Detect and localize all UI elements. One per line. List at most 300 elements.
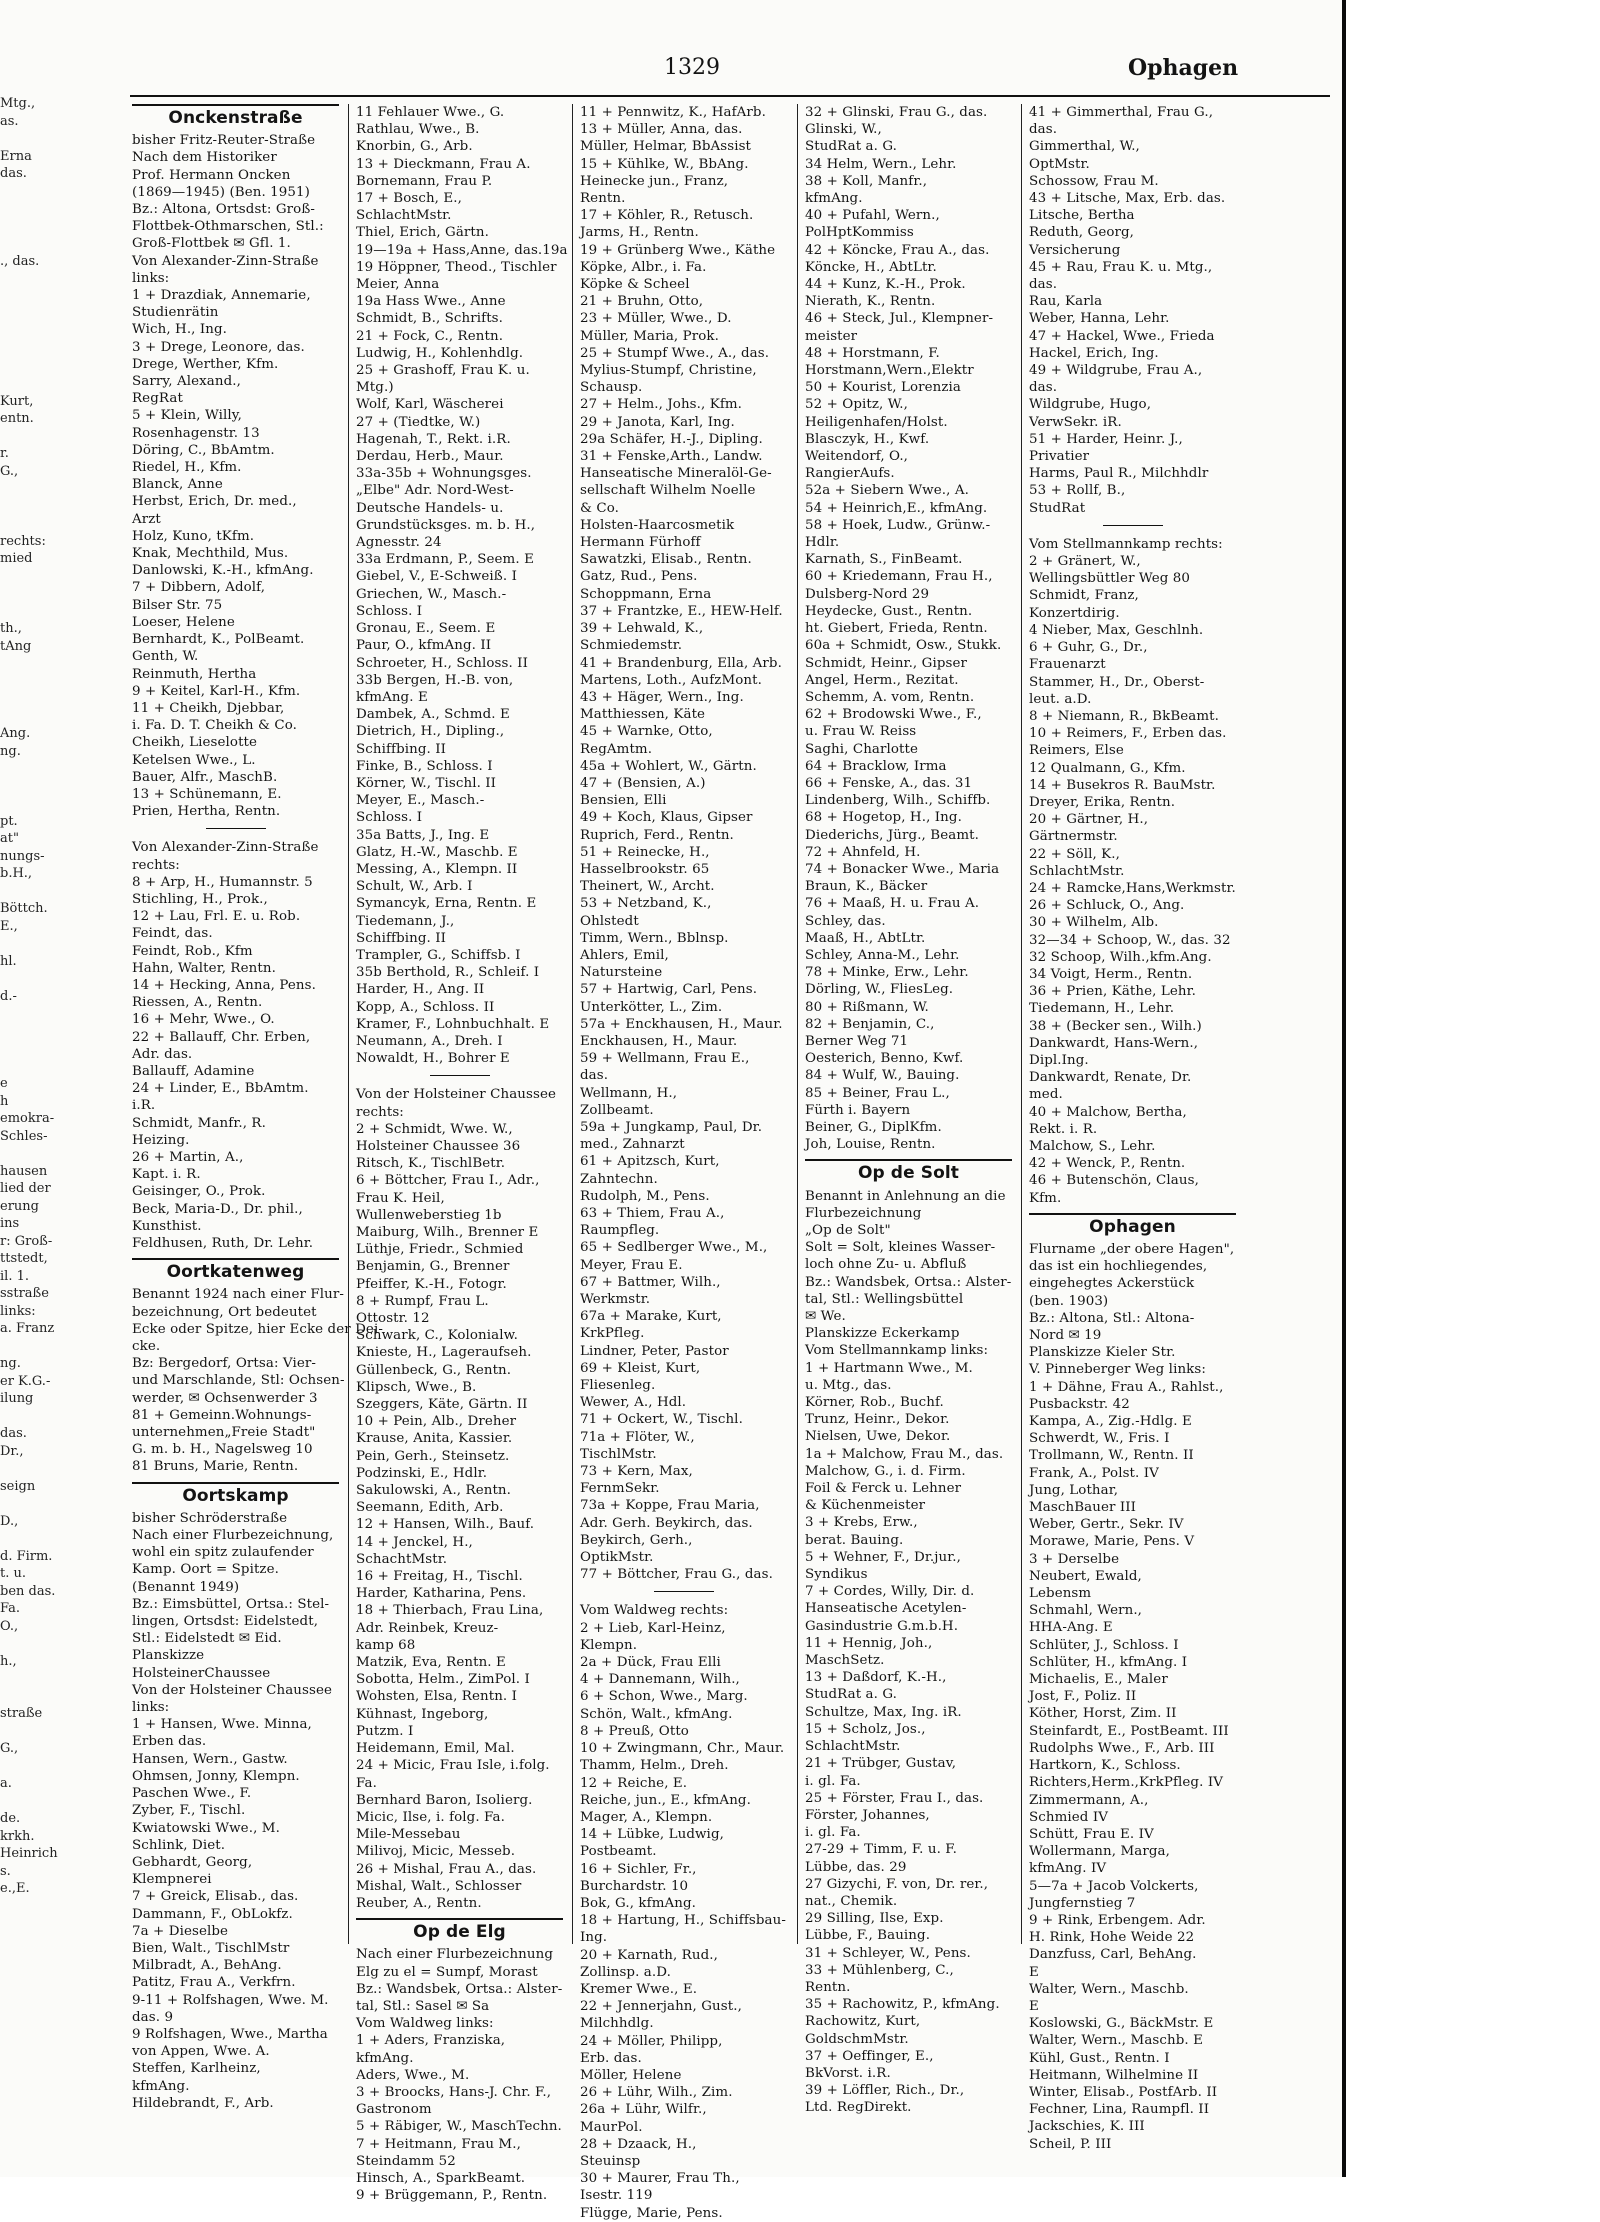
entry-line: 14 + Hecking, Anna, Pens. — [132, 977, 316, 993]
edge-fragment: as. — [0, 113, 19, 129]
entry-line: tal, Stl.: Wellingsbüttel — [805, 1291, 964, 1307]
edge-fragment: G., — [0, 1741, 19, 1756]
entry-line: 26 + Schluck, O., Ang. — [1029, 898, 1185, 914]
entry-line: Prien, Hertha, Rentn. — [132, 804, 281, 820]
entry-line: Jackschies, K. III — [1029, 2119, 1145, 2135]
entry-line: Schmidt, Franz, — [1029, 588, 1139, 604]
entry-line: Bensien, Elli — [580, 793, 667, 809]
entry-line: 48 + Horstmann, F. — [805, 345, 940, 361]
entry-line: Kramer, F., Lohnbuchhalt. E — [356, 1016, 550, 1032]
entry-line: Lebensm — [1029, 1586, 1092, 1602]
entry-line: Joh, Louise, Rentn. — [805, 1137, 936, 1153]
entry-line: 60a + Schmidt, Osw., Stukk. — [805, 638, 1002, 654]
entry-line: 49 + Wildgrube, Frau A., — [1029, 363, 1203, 379]
entry-line: Symancyk, Erna, Rentn. E — [356, 896, 537, 912]
edge-fragment: ben das. — [0, 1583, 56, 1599]
entry-line: Burchardstr. 10 — [580, 1878, 689, 1894]
entry-line: 35b Berthold, R., Schleif. I — [356, 965, 540, 981]
entry-line: Geisinger, O., Prok. — [132, 1184, 266, 1200]
entry-line: 22 + Ballauff, Chr. Erben, — [132, 1029, 311, 1045]
entry-line: 39 + Lehwald, K., — [580, 621, 704, 637]
entry-line: Zollinsp. a.D. — [580, 1964, 671, 1980]
edge-fragment — [0, 130, 80, 148]
entry-line: links: — [132, 1700, 170, 1716]
edge-fragment: Fa. — [0, 1601, 21, 1616]
entry-line: Rekt. i. R. — [1029, 1121, 1098, 1137]
entry-line: 35a Batts, J., Ing. E — [356, 827, 490, 843]
entry-line: MaurPol. — [580, 2119, 643, 2135]
entry-line: Sakulowski, A., Rentn. — [356, 1483, 512, 1499]
edge-fragment — [0, 480, 80, 498]
entry-line: Litsche, Bertha — [1029, 208, 1135, 224]
entry-line: Holsten-Haarcosmetik — [580, 517, 735, 533]
edge-fragment — [0, 690, 80, 708]
entry-line: 67 + Battmer, Wilh., — [580, 1274, 721, 1290]
entry-line: Lindenberg, Wilh., Schiffb. — [805, 793, 991, 809]
entry-line: links: — [132, 270, 170, 286]
entry-line: Schultze, Max, Ing. iR. — [805, 1704, 962, 1720]
entry-line: 43 + Litsche, Max, Erb. das. — [1029, 191, 1226, 207]
entry-line: u. Mtg., das. — [805, 1377, 892, 1393]
entry-line: Genth, W. — [132, 649, 199, 665]
edge-fragment — [0, 585, 80, 603]
entry-line: Schütt, Frau E. IV — [1029, 1826, 1154, 1842]
entry-line: 49 + Koch, Klaus, Gipser — [580, 810, 753, 826]
entry-line: Kwiatowski Wwe., M. — [132, 1820, 280, 1836]
entry-line: Schmidt, Manfr., R. — [132, 1115, 266, 1131]
edge-fragment — [0, 235, 80, 253]
column-1 — [132, 104, 383, 2111]
entry-line: Jung, Lothar, — [1029, 1482, 1119, 1498]
entry-line: 3 + Derselbe — [1029, 1551, 1120, 1567]
entry-line: Malchow, G., i. d. Firm. — [805, 1463, 966, 1479]
entry-line: 74 + Bonacker Wwe., Maria — [805, 861, 1000, 877]
entry-line: Malchow, S., Lehr. — [1029, 1138, 1156, 1154]
entry-line: Ketelsen Wwe., L. — [132, 752, 256, 768]
entry-line: 25 + Grashoff, Frau K. u. — [356, 363, 530, 379]
entry-line: Heinecke jun., Franz, — [580, 173, 729, 189]
entry-line: 5—7a + Jacob Volckerts, — [1029, 1878, 1199, 1894]
entry-line: Wolf, Karl, Wäscherei — [356, 397, 504, 413]
entry-line: 11 Fehlauer Wwe., G. — [356, 105, 505, 120]
edge-fragment: rechts: — [0, 533, 46, 549]
entry-line: 69 + Kleist, Kurt, — [580, 1360, 701, 1376]
entry-line: 47 + (Bensien, A.) — [580, 775, 706, 791]
entry-line: 5 + Klein, Willy, — [132, 408, 243, 424]
entry-line: Planskizze — [132, 1648, 205, 1664]
entry-line: Schossow, Frau M. — [1029, 173, 1159, 189]
entry-line: 17 + Bosch, E., — [356, 191, 462, 207]
entry-line: Reduth, Georg, — [1029, 225, 1135, 241]
entry-line: das. — [580, 1068, 609, 1084]
entry-line: Köpke, Albr., i. Fa. — [580, 259, 707, 275]
edge-fragment: Dr., — [0, 1443, 24, 1459]
entry-line: 1 + Hansen, Wwe. Minna, — [132, 1717, 312, 1733]
entry-line: und Marschlande, Stl: Ochsen- — [132, 1373, 345, 1389]
edge-fragment — [0, 1058, 80, 1076]
entry-line: leut. a.D. — [1029, 691, 1092, 707]
entry-line: 42 + Köncke, Frau A., das. — [805, 242, 990, 258]
entry-line: rechts: — [356, 1104, 404, 1120]
entry-line: Gronau, E., Seem. E — [356, 621, 496, 637]
entry-line: 45 + Warnke, Otto, — [580, 724, 713, 740]
entry-line: werder, ✉ Ochsenwerder 3 — [132, 1390, 318, 1406]
column-rule — [572, 104, 573, 1944]
entry-line: 38 + Koll, Manfr., — [805, 173, 928, 189]
entry-line: Paur, O., kfmAng. II — [356, 638, 492, 654]
entry-line: 11 + Hennig, Joh., — [805, 1635, 933, 1651]
entry-line: eingehegtes Ackerstück — [1029, 1276, 1195, 1292]
entry-line: Patitz, Frau A., Verkfrn. — [132, 1975, 296, 1991]
edge-fragment — [0, 1040, 80, 1058]
entry-line: Flottbek-Othmarschen, Stl.: — [132, 219, 324, 235]
entry-line: 26 + Lühr, Wilh., Zim. — [580, 2085, 733, 2101]
entry-line: „Elbe" Adr. Nord-West- — [356, 483, 514, 499]
edge-fragment — [0, 1023, 80, 1041]
entry-line: Berner Weg 71 — [805, 1033, 909, 1049]
entry-line: (ben. 1903) — [1029, 1293, 1109, 1309]
entry-line: 18 + Hartung, H., Schiffsbau- — [580, 1913, 786, 1929]
entry-line: 13 + Müller, Anna, das. — [580, 122, 743, 138]
edge-fragment: er K.G.- — [0, 1373, 51, 1389]
entry-line: Raumpfleg. — [580, 1223, 660, 1239]
entry-line: VerwSekr. iR. — [1029, 414, 1122, 430]
entry-line: meister — [805, 328, 858, 344]
entry-line: 1 + Hartmann Wwe., M. — [805, 1360, 973, 1376]
entry-line: Beykirch, Gerh., — [580, 1532, 693, 1548]
entry-line: Bz.: Altona, Ortsdst: Groß- — [132, 202, 315, 218]
entry-line: Planskizze Eckerkamp — [805, 1326, 960, 1342]
entry-line: Theinert, W., Archt. — [580, 879, 715, 895]
entry-line: Unterkötter, L., Zim. — [580, 999, 723, 1015]
edge-fragment: d.- — [0, 988, 17, 1004]
edge-fragment — [0, 970, 80, 988]
entry-line: Messing, A., Klempn. II — [356, 861, 518, 877]
entry-line: Körner, W., Tischl. II — [356, 775, 497, 791]
edge-fragment: ng. — [0, 1356, 21, 1371]
edge-fragment: Mtg., — [0, 96, 36, 111]
edge-fragment: entn. — [0, 411, 34, 426]
entry-line: Feindt, Rob., Kfm — [132, 943, 253, 959]
entry-line: 1 + Drazdiak, Annemarie, — [132, 288, 311, 304]
entry-line: 33a Erdmann, P., Seem. E — [356, 552, 534, 568]
entry-line: Feindt, das. — [132, 926, 213, 942]
entry-line: Kühnast, Ingeborg, — [356, 1706, 489, 1722]
entry-line: Lübbe, das. 29 — [805, 1859, 907, 1875]
entry-line: 6 + Guhr, G., Dr., — [1029, 640, 1148, 656]
entry-line: 14 + Busekros R. BauMstr. — [1029, 777, 1216, 793]
street-heading: Op de Solt — [805, 1159, 1012, 1187]
entry-line: kfmAng. — [805, 191, 863, 207]
edge-fragment: hausen — [0, 1163, 48, 1179]
entry-line: Danzfuss, Carl, BehAng. — [1029, 1947, 1197, 1963]
entry-line: 65 + Sedlberger Wwe., M., — [580, 1240, 768, 1256]
entry-line: Schlüter, H., kfmAng. I — [1029, 1654, 1188, 1670]
entry-line: Prof. Hermann Oncken — [132, 167, 291, 183]
running-head: Ophagen — [1128, 55, 1239, 81]
edge-fragment: Erna — [0, 148, 32, 164]
entry-line: loch ohne Zu- u. Abfluß — [805, 1257, 967, 1273]
entry-line: Schön, Walt., kfmAng. — [580, 1706, 733, 1722]
entry-line: Wich, H., Ing. — [132, 322, 228, 338]
entry-line: 82 + Benjamin, C., — [805, 1016, 935, 1032]
edge-fragment — [0, 375, 80, 393]
entry-line: Schmidt, B., Schrifts. — [356, 311, 503, 327]
entry-line: Solt = Solt, kleines Wasser- — [805, 1240, 996, 1256]
entry-line: Gastronom — [356, 2102, 432, 2118]
edge-fragment: Böttch. — [0, 901, 48, 916]
entry-line: 27 + Helm., Johs., Kfm. — [580, 397, 743, 413]
entry-line: Heidemann, Emil, Mal. — [356, 1741, 515, 1757]
entry-line: Hermann Fürhoff — [580, 535, 701, 551]
entry-line: 23 + Müller, Wwe., D. — [580, 311, 732, 327]
entry-line: 25 + Förster, Frau I., das. — [805, 1790, 984, 1806]
entry-line: Meyer, Frau E. — [580, 1257, 683, 1273]
entry-line: 22 + Söll, K., — [1029, 846, 1121, 862]
entry-line: 31 + Schleyer, W., Pens. — [805, 1945, 971, 1961]
edge-fragment: ., das. — [0, 253, 40, 269]
entry-line: „Op de Solt" — [805, 1223, 891, 1238]
entry-line: Meyer, E., Masch.- — [356, 793, 485, 809]
entry-line: 47 + Hackel, Wwe., Frieda — [1029, 328, 1215, 344]
entry-line: 34 Voigt, Herm., Rentn. — [1029, 966, 1193, 982]
entry-line: 68 + Hogetop, H., Ing. — [805, 810, 962, 826]
entry-line: 37 + Frantzke, E., HEW-Helf. — [580, 603, 783, 619]
entry-line: Kamp. Oort = Spitze. — [132, 1562, 279, 1578]
entry-line: Dörling, W., FliesLeg. — [805, 982, 954, 998]
edge-fragment: das. — [0, 1426, 27, 1441]
entry-line: 3 + Broocks, Hans-J. Chr. F., — [356, 2084, 552, 2100]
entry-line: Riedel, H., Kfm. — [132, 460, 242, 476]
entry-line: 10 + Pein, Alb., Dreher — [356, 1414, 517, 1430]
entry-line: Bz.: Eimsbüttel, Ortsa.: Stel- — [132, 1596, 330, 1612]
entry-line: Von der Holsteiner Chaussee — [132, 1682, 332, 1698]
entry-line: 22 + Jennerjahn, Gust., — [580, 1999, 742, 2015]
edge-fragment: a. — [0, 1776, 12, 1791]
entry-line: Saghi, Charlotte — [805, 741, 919, 757]
entry-line: Zahntechn. — [580, 1171, 658, 1187]
entry-line: Heydecke, Gust., Rentn. — [805, 603, 973, 619]
edge-fragment: links: — [0, 1303, 36, 1319]
entry-line: Dammann, F., ObLokfz. — [132, 1906, 293, 1922]
column-4 — [805, 104, 1012, 2116]
entry-line: Blanck, Anne — [132, 477, 223, 493]
edge-fragment — [0, 288, 80, 306]
entry-line: Rathlau, Wwe., B. — [356, 122, 480, 138]
entry-line: 36 + Prien, Käthe, Lehr. — [1029, 984, 1196, 1000]
entry-line: Nach dem Historiker — [132, 150, 277, 166]
edge-fragment: pt. — [0, 813, 18, 829]
entry-line: Hartkorn, K., Schloss. — [1029, 1758, 1181, 1774]
entry-line: Natursteine — [580, 965, 663, 981]
entry-line: 73a + Koppe, Frau Maria, — [580, 1498, 760, 1514]
entry-line: 2 + Lieb, Karl-Heinz, — [580, 1620, 726, 1636]
entry-line: 61 + Apitzsch, Kurt, — [580, 1154, 720, 1170]
entry-line: Ohmsen, Jonny, Klempn. — [132, 1768, 300, 1784]
entry-line: Koslowski, G., BäckMstr. E — [1029, 2016, 1214, 2032]
entry-line: Rachowitz, Kurt, — [805, 2014, 921, 2030]
entry-line: Mylius-Stumpf, Christine, — [580, 363, 757, 379]
entry-line: 78 + Minke, Erw., Lehr. — [805, 965, 969, 981]
entry-line: Dambek, A., Schmd. E — [356, 707, 510, 723]
entry-line: 33a-35b + Wohnungsges. — [356, 466, 532, 482]
entry-line: Bz: Bergedorf, Ortsa: Vier- — [132, 1356, 317, 1372]
edge-fragment: ng. — [0, 743, 21, 759]
edge-fragment: at" — [0, 831, 19, 846]
entry-line: Giebel, V., E-Schweiß. I — [356, 569, 517, 585]
entry-line: bezeichnung, Ort bedeutet — [132, 1304, 317, 1320]
edge-fragment — [0, 270, 80, 288]
entry-line: KrkPfleg. — [580, 1326, 645, 1342]
entry-line: Winter, Elisab., PostfArb. II — [1029, 2084, 1218, 2100]
edge-fragment — [0, 1758, 80, 1776]
entry-line: OptMstr. — [1029, 156, 1090, 172]
entry-line: kfmAng. — [356, 2050, 414, 2066]
entry-line: Knak, Mechthild, Mus. — [132, 546, 289, 562]
entry-line: 76 + Maaß, H. u. Frau A. — [805, 896, 980, 912]
entry-line: Zollbeamt. — [580, 1102, 654, 1118]
entry-line: Ohlstedt — [580, 913, 639, 929]
entry-line: Nord ✉ 19 — [1029, 1328, 1102, 1344]
entry-line: Ing. — [580, 1930, 608, 1946]
entry-line: 45 + Rau, Frau K. u. Mtg., — [1029, 259, 1213, 275]
entry-line: kfmAng. E — [356, 689, 428, 705]
entry-line: 20 + Gärtner, H., — [1029, 812, 1149, 828]
entry-line: Herbst, Erich, Dr. med., — [132, 494, 297, 510]
entry-line: Schlüter, J., Schloss. I — [1029, 1637, 1179, 1653]
edge-fragment — [0, 1338, 80, 1356]
edge-fragment: ttstedt, — [0, 1251, 48, 1266]
entry-line: Fa. — [356, 1775, 377, 1791]
edge-fragment: s. — [0, 1863, 11, 1879]
edge-fragment: Kurt, — [0, 393, 34, 409]
entry-line: 41 + Gimmerthal, Frau G., — [1029, 105, 1214, 120]
entry-line: Werkmstr. — [580, 1292, 651, 1308]
entry-line: 35 + Rachowitz, P., kfmAng. — [805, 1997, 1000, 2013]
entry-line: 29 + Janota, Karl, Ing. — [580, 414, 735, 430]
entry-line: 4 + Dannemann, Wilh., — [580, 1672, 740, 1688]
entry-line: SchlachtMstr. — [1029, 863, 1125, 879]
entry-line: Klipsch, Wwe., B. — [356, 1379, 477, 1395]
entry-line: Diederichs, Jürg., Beamt. — [805, 827, 979, 843]
edge-fragment: das. — [0, 166, 27, 181]
entry-line: 26a + Lühr, Wilfr., — [580, 2102, 707, 2118]
entry-line: Blasczyk, H., Kwf. — [805, 431, 930, 447]
entry-line: Vom Waldweg rechts: — [580, 1603, 729, 1619]
edge-fragment — [0, 603, 80, 621]
entry-line: Güllenbeck, G., Rentn. — [356, 1362, 512, 1378]
entry-line: E — [1029, 1964, 1039, 1980]
entry-line: Timm, Wern., Bblnsp. — [580, 930, 729, 946]
entry-line: Vom Waldweg links: — [356, 2016, 494, 2032]
edge-fragment — [0, 935, 80, 953]
edge-fragment — [0, 1635, 80, 1653]
entry-line: Rau, Karla — [1029, 294, 1103, 310]
edge-fragment: Schles- — [0, 1128, 48, 1144]
entry-line: Nielsen, Uwe, Dekor. — [805, 1429, 951, 1445]
entry-line: Maaß, H., AbtLtr. — [805, 930, 926, 946]
entry-line: Harder, Katharina, Pens. — [356, 1586, 527, 1602]
edge-fragment — [0, 218, 80, 236]
entry-line: kfmAng. — [132, 2078, 190, 2094]
street-heading: Op de Elg — [356, 1918, 563, 1946]
entry-line: unternehmen„Freie Stadt" — [132, 1425, 316, 1441]
entry-line: TischlMstr. — [580, 1446, 657, 1462]
entry-line: tal, Stl.: Sasel ✉ Sa — [356, 1998, 490, 2014]
edge-fragment: e — [0, 1076, 8, 1091]
entry-line: 52 + Opitz, W., — [805, 397, 908, 413]
entry-line: Fürth i. Bayern — [805, 1102, 911, 1118]
entry-line: 14 + Lübke, Ludwig, — [580, 1827, 724, 1843]
entry-line: kamp 68 — [356, 1637, 416, 1653]
entry-line: Isestr. 119 — [580, 2188, 653, 2204]
edge-fragment — [0, 358, 80, 376]
edge-fragment: O., — [0, 1618, 19, 1634]
entry-line: 32 Schoop, Wilh.,kfm.Ang. — [1029, 949, 1212, 965]
entry-line: Finke, B., Schloss. I — [356, 758, 493, 774]
entry-line: 1 + Dähne, Frau A., Rahlst., — [1029, 1379, 1224, 1395]
entry-line: 39 + Löffler, Rich., Dr., — [805, 2083, 965, 2099]
entry-line: Agnesstr. 24 — [356, 535, 442, 551]
entry-line: Derdau, Herb., Maur. — [356, 449, 504, 465]
entry-line: 6 + Schon, Wwe., Marg. — [580, 1689, 748, 1705]
entry-line: Schmidt, Heinr., Gipser — [805, 655, 967, 671]
edge-fragment: erung — [0, 1198, 39, 1214]
edge-fragment — [0, 1005, 80, 1023]
entry-line: (1869—1945) (Ben. 1951) — [132, 184, 310, 200]
entry-line: Schmied IV — [1029, 1809, 1108, 1825]
entry-line: StudRat a. G. — [805, 1687, 898, 1703]
edge-fragment — [0, 183, 80, 201]
entry-line: u. Frau W. Reiss — [805, 724, 917, 740]
entry-line: 40 + Malchow, Bertha, — [1029, 1104, 1187, 1120]
entry-line: Gatz, Rud., Pens. — [580, 569, 698, 585]
entry-line: SchlachtMstr. — [805, 1739, 901, 1755]
entry-line: Wellmann, H., — [580, 1085, 678, 1101]
entry-line: Neubert, Ewald, — [1029, 1568, 1142, 1584]
entry-line: Knieste, H., Lageraufseh. — [356, 1345, 532, 1361]
entry-line: 12 + Hansen, Wilh., Bauf. — [356, 1517, 535, 1533]
entry-line: Dipl.Ing. — [1029, 1052, 1089, 1068]
entry-line: Von Alexander-Zinn-Straße — [132, 253, 319, 269]
street-heading: Onckenstraße — [132, 104, 339, 132]
entry-line: 41 + Brandenburg, Ella, Arb. — [580, 655, 782, 671]
entry-line: Szeggers, Käte, Gärtn. II — [356, 1397, 528, 1413]
edge-fragment: de. — [0, 1811, 21, 1826]
entry-line: 25 + Stumpf Wwe., A., das. — [580, 345, 770, 361]
entry-line: Deutsche Handels- u. — [356, 500, 504, 516]
entry-line: Sobotta, Helm., ZimPol. I — [356, 1672, 530, 1688]
entry-line: Martens, Loth., AufzMont. — [580, 672, 762, 688]
edge-fragment — [0, 515, 80, 533]
entry-line: Ottostr. 12 — [356, 1311, 430, 1327]
entry-line: Trunz, Heinr., Dekor. — [805, 1412, 950, 1428]
entry-line: Mile-Messebau — [356, 1827, 461, 1843]
entry-line: Nach einer Flurbezeichnung — [356, 1947, 554, 1963]
entry-line: Maiburg, Wilh., Brenner E — [356, 1225, 539, 1240]
entry-line: Schausp. — [580, 380, 643, 396]
entry-line: Walter, Wern., Maschb. — [1029, 1981, 1189, 1997]
entry-line: Wollermann, Marga, — [1029, 1844, 1170, 1860]
entry-line: 10 + Reimers, F., Erben das. — [1029, 726, 1227, 742]
entry-line: 26 + Mishal, Frau A., das. — [356, 1861, 537, 1877]
edge-fragment — [0, 568, 80, 586]
entry-line: 31 + Fenske,Arth., Landw. — [580, 449, 763, 465]
entry-line: 1 + Aders, Franziska, — [356, 2033, 506, 2049]
entry-line: Bien, Walt., TischlMstr — [132, 1940, 290, 1956]
entry-line: 16 + Freitag, H., Tischl. — [356, 1569, 523, 1585]
edge-fragment: th., — [0, 621, 22, 636]
